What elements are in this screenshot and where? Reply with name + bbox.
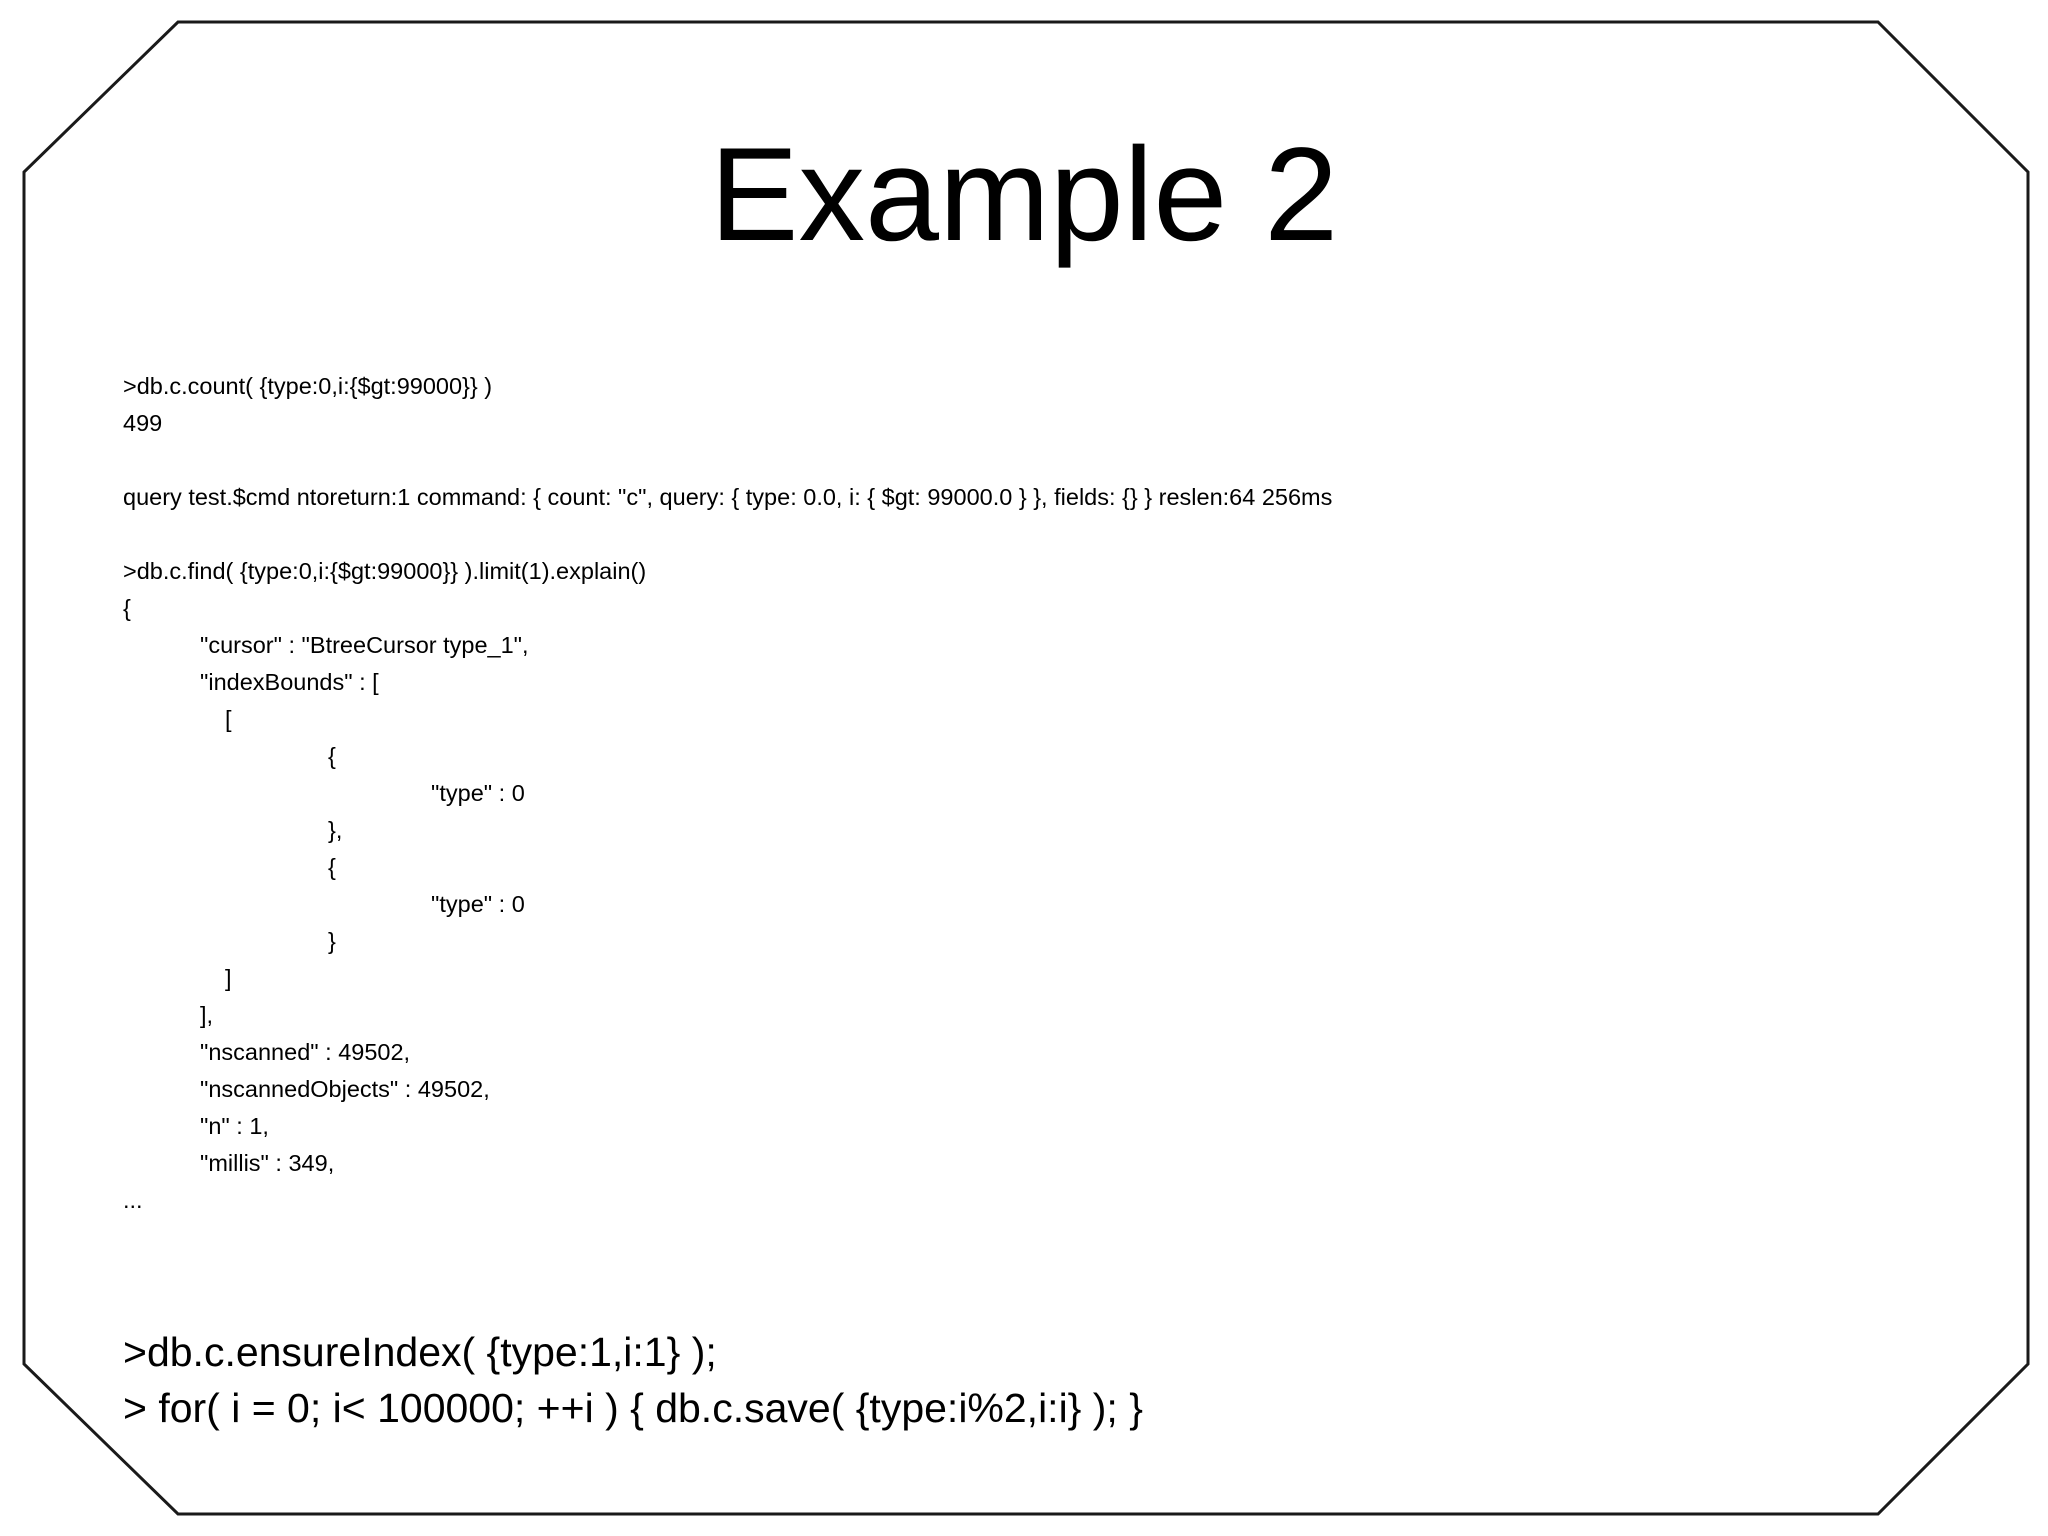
inner-close-bracket: ] [225, 965, 232, 991]
inner-open-bracket: [ [225, 706, 232, 732]
blank-line [123, 442, 1332, 479]
setup-commands [123, 1324, 1143, 1436]
blank-line [123, 516, 1332, 553]
ensure-index-command: >db.c.ensureIndex( {type:1,i:1} ); [123, 1329, 717, 1375]
nscannedobjects-line: "nscannedObjects" : 49502, [200, 1076, 490, 1102]
outer-close-bracket: ], [200, 1002, 214, 1028]
millis-line: "millis" : 349, [200, 1150, 335, 1176]
explain-command: >db.c.find( {type:0,i:{$gt:99000}} ).limit(1).explain() [123, 558, 647, 584]
ellipsis: ... [123, 1187, 143, 1213]
nscanned-line: "nscanned" : 49502, [200, 1039, 411, 1065]
cursor-line: "cursor" : "BtreeCursor type_1", [200, 632, 529, 658]
bound2-open-brace: { [328, 854, 336, 880]
code-block [123, 368, 1332, 1219]
n-line: "n" : 1, [200, 1113, 269, 1139]
bound2-type: "type" : 0 [431, 891, 525, 917]
count-result: 499 [123, 410, 163, 436]
count-command: >db.c.count( {type:0,i:{$gt:99000}} ) [123, 373, 493, 399]
for-loop-command: > for( i = 0; i< 100000; ++i ) { db.c.save( {type:i%2,i:i} ); } [123, 1385, 1143, 1431]
bound1-close-brace: }, [328, 817, 343, 843]
bound1-type: "type" : 0 [431, 780, 525, 806]
slide-title: Example 2 [709, 121, 1339, 269]
bound1-open-brace: { [328, 743, 336, 769]
query-log-line: query test.$cmd ntoreturn:1 command: { count: "c", query: { type: 0.0, i: { $gt: 99000.0 } }, fields: {} } reslen:64 256ms [123, 484, 1333, 510]
bound2-close-brace: } [328, 928, 336, 954]
explain-open-brace: { [123, 595, 131, 621]
indexbounds-line: "indexBounds" : [ [200, 669, 379, 695]
